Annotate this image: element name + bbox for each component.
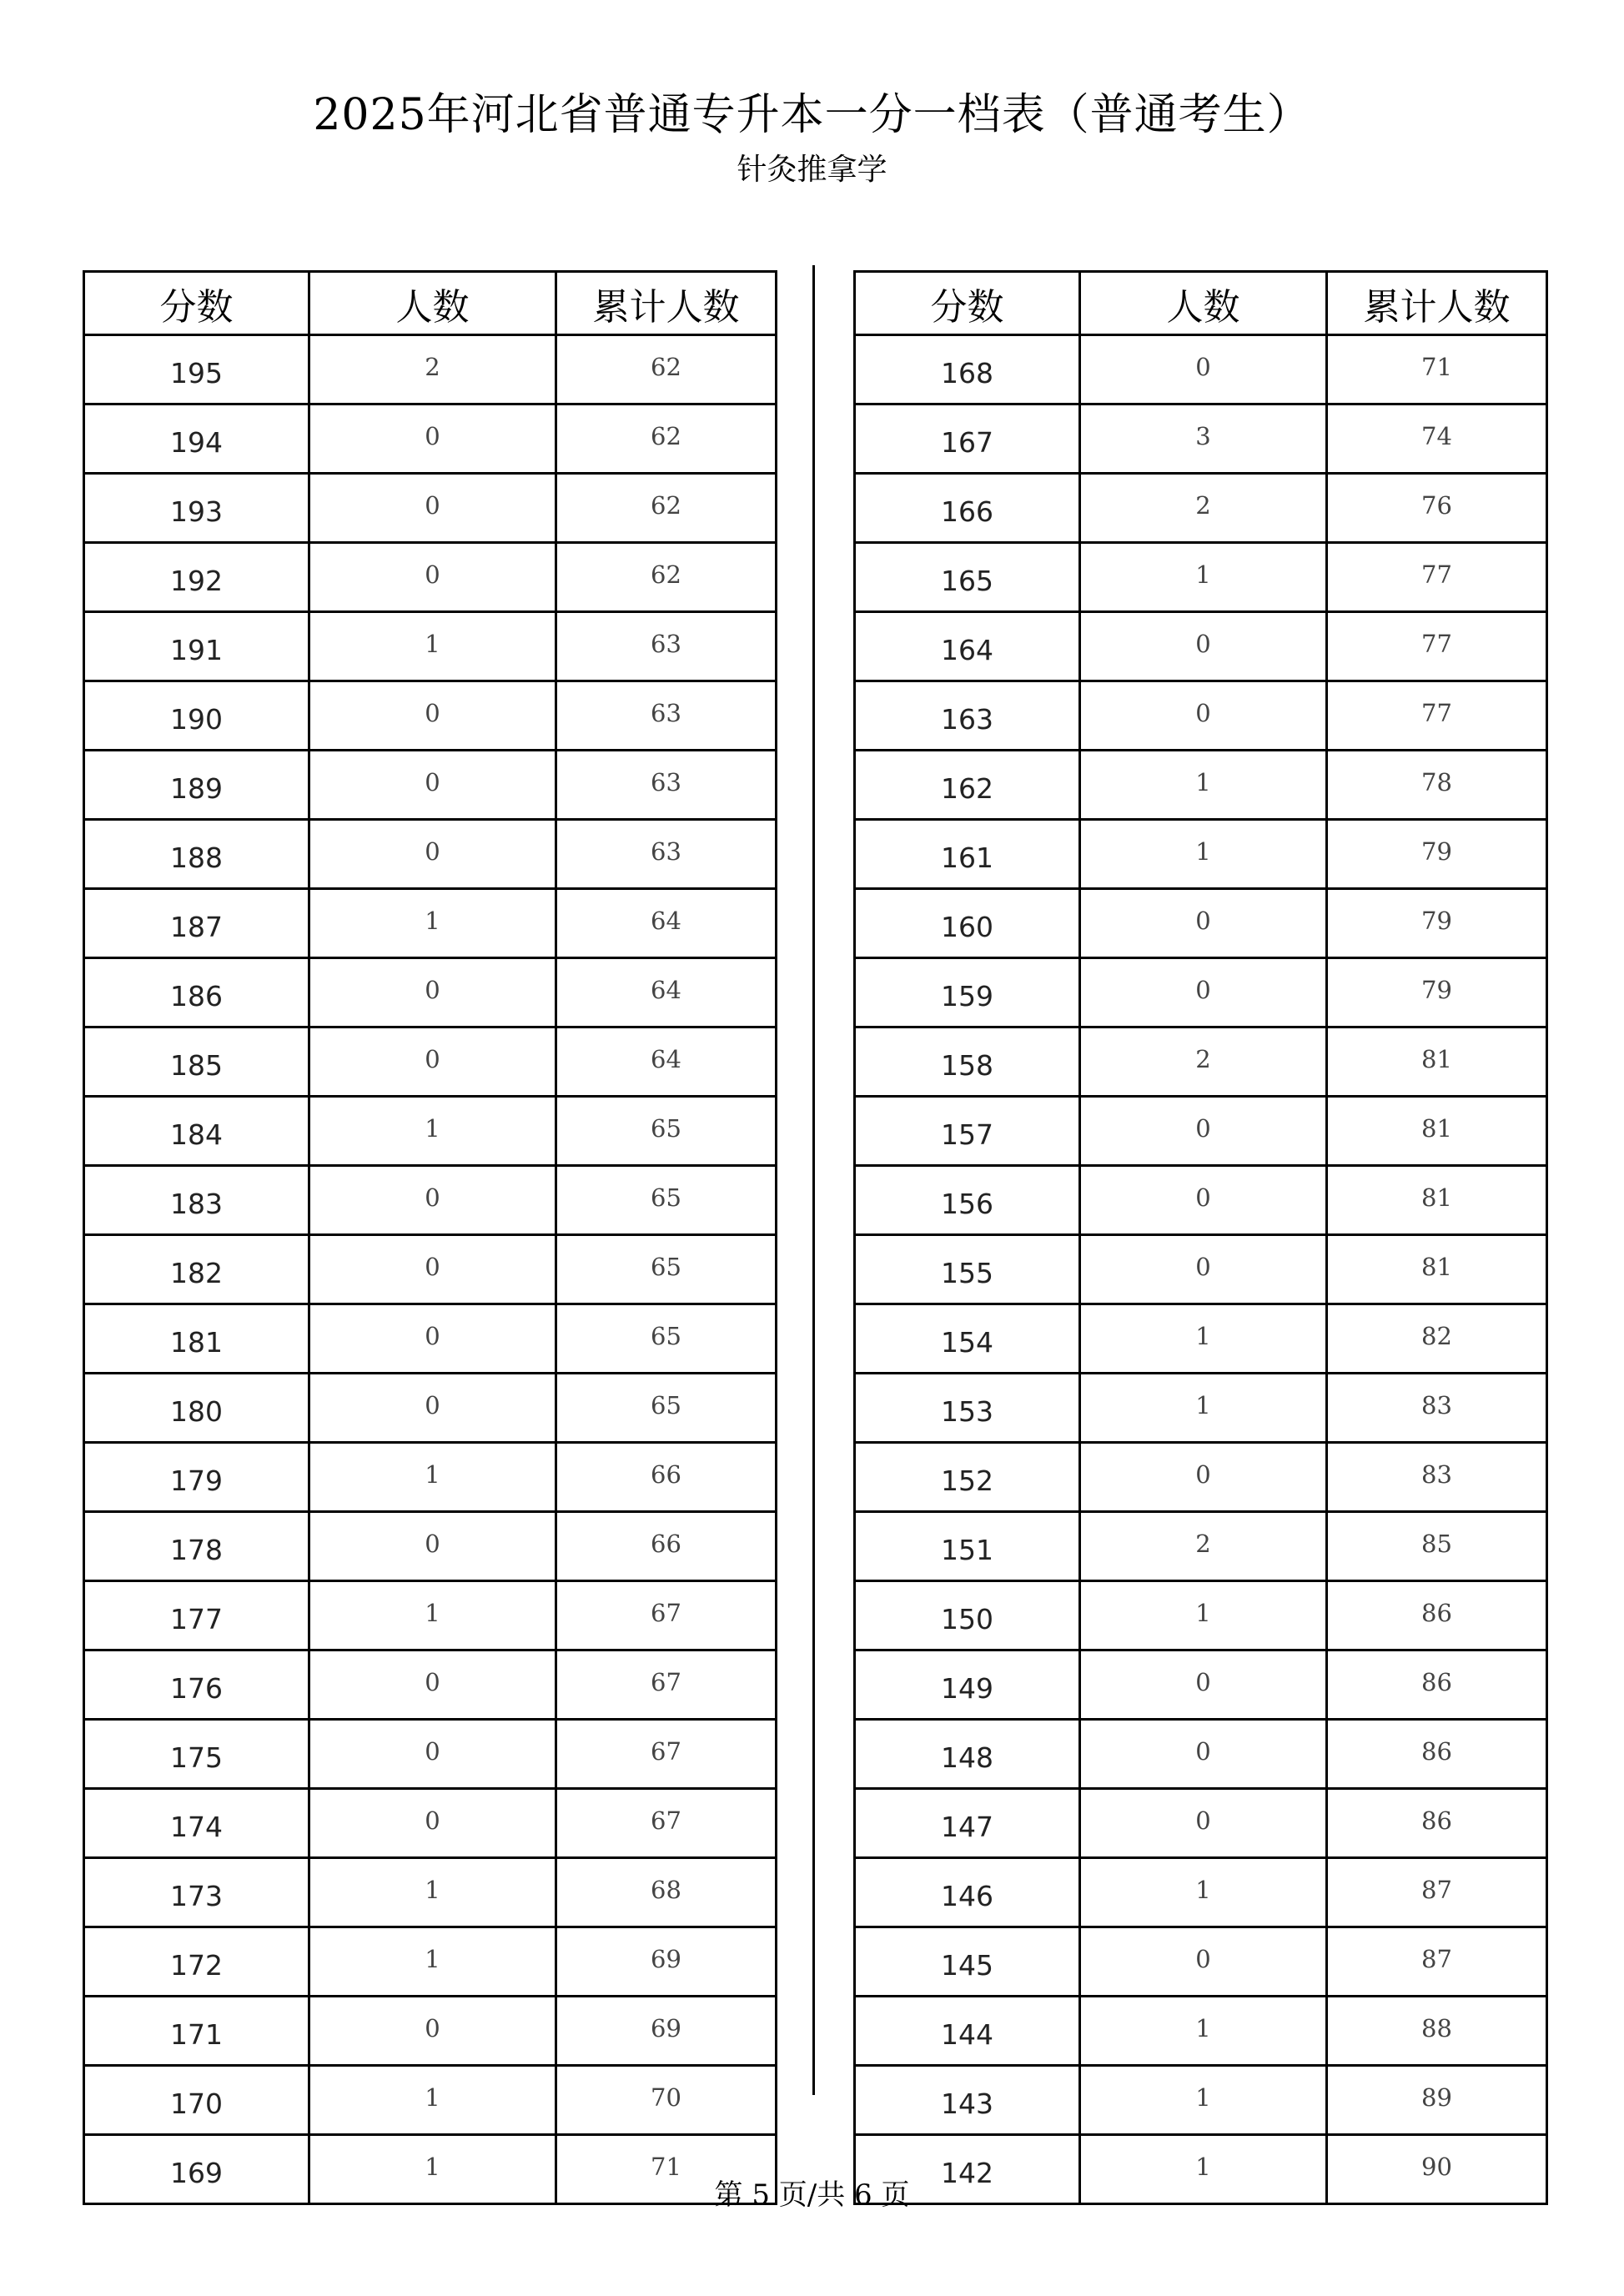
score-cell: 144	[855, 1997, 1080, 2066]
count-cell: 0	[309, 1512, 556, 1581]
score-cell: 151	[855, 1512, 1080, 1581]
count-cell: 0	[1080, 335, 1327, 404]
count-cell: 0	[1080, 1166, 1327, 1235]
table-row	[84, 1097, 777, 1166]
count-cell: 0	[1080, 1650, 1327, 1720]
score-cell: 171	[84, 1997, 309, 2066]
count-cell: 1	[1080, 820, 1327, 889]
cumulative-cell: 67	[556, 1720, 777, 1789]
score-cell: 191	[84, 612, 309, 681]
table-row	[855, 1720, 1547, 1789]
score-cell: 178	[84, 1512, 309, 1581]
score-cell: 158	[855, 1027, 1080, 1097]
cumulative-cell: 88	[1327, 1997, 1547, 2066]
score-cell: 167	[855, 404, 1080, 474]
count-cell: 0	[309, 1374, 556, 1443]
count-cell: 1	[309, 2066, 556, 2135]
table-row	[855, 474, 1547, 543]
table-row	[855, 1235, 1547, 1304]
count-cell: 0	[309, 543, 556, 612]
table-row	[855, 1927, 1547, 1997]
cumulative-cell: 87	[1327, 1927, 1547, 1997]
cumulative-cell: 77	[1327, 681, 1547, 751]
score-cell: 164	[855, 612, 1080, 681]
score-cell: 160	[855, 889, 1080, 958]
score-cell: 146	[855, 1858, 1080, 1927]
cumulative-cell: 68	[556, 1858, 777, 1927]
cumulative-cell: 82	[1327, 1304, 1547, 1374]
count-cell: 0	[309, 1789, 556, 1858]
count-cell: 0	[309, 474, 556, 543]
cumulative-cell: 65	[556, 1166, 777, 1235]
table-body-right	[855, 335, 1547, 2204]
score-cell: 189	[84, 751, 309, 820]
table-row	[855, 958, 1547, 1027]
table-row	[855, 1650, 1547, 1720]
cumulative-cell: 79	[1327, 958, 1547, 1027]
count-cell: 1	[1080, 1997, 1327, 2066]
count-cell: 1	[1080, 2066, 1327, 2135]
column-header-score: 分数	[855, 272, 1080, 335]
count-cell: 1	[309, 1097, 556, 1166]
count-cell: 0	[1080, 1789, 1327, 1858]
cumulative-cell: 62	[556, 474, 777, 543]
count-cell: 3	[1080, 404, 1327, 474]
count-cell: 1	[309, 889, 556, 958]
cumulative-cell: 86	[1327, 1650, 1547, 1720]
table-row	[855, 1166, 1547, 1235]
cumulative-cell: 79	[1327, 889, 1547, 958]
count-cell: 2	[1080, 1027, 1327, 1097]
table-row	[84, 1650, 777, 1720]
table-row	[855, 1443, 1547, 1512]
table-row	[84, 751, 777, 820]
cumulative-cell: 76	[1327, 474, 1547, 543]
cumulative-cell: 63	[556, 820, 777, 889]
table-row	[84, 1512, 777, 1581]
count-cell: 0	[1080, 681, 1327, 751]
score-cell: 150	[855, 1581, 1080, 1650]
cumulative-cell: 62	[556, 335, 777, 404]
cumulative-cell: 64	[556, 889, 777, 958]
table-row	[855, 1027, 1547, 1097]
score-table-left	[83, 270, 777, 2205]
count-cell: 1	[1080, 1858, 1327, 1927]
cumulative-cell: 64	[556, 1027, 777, 1097]
count-cell: 0	[309, 1720, 556, 1789]
table-row	[84, 1304, 777, 1374]
cumulative-cell: 66	[556, 1512, 777, 1581]
count-cell: 1	[1080, 1374, 1327, 1443]
cumulative-cell: 81	[1327, 1027, 1547, 1097]
table-row	[855, 1374, 1547, 1443]
score-cell: 153	[855, 1374, 1080, 1443]
table-row	[84, 543, 777, 612]
table-row	[855, 612, 1547, 681]
table-row	[855, 543, 1547, 612]
cumulative-cell: 70	[556, 2066, 777, 2135]
table-row	[84, 1235, 777, 1304]
table-row	[855, 681, 1547, 751]
cumulative-cell: 86	[1327, 1789, 1547, 1858]
table-row	[84, 1166, 777, 1235]
score-cell: 168	[855, 335, 1080, 404]
score-cell: 194	[84, 404, 309, 474]
score-cell: 173	[84, 1858, 309, 1927]
score-cell: 190	[84, 681, 309, 751]
column-header-count: 人数	[1080, 272, 1327, 335]
cumulative-cell: 81	[1327, 1235, 1547, 1304]
table-row	[84, 1997, 777, 2066]
count-cell: 1	[1080, 751, 1327, 820]
cumulative-cell: 65	[556, 1097, 777, 1166]
score-cell: 147	[855, 1789, 1080, 1858]
count-cell: 2	[1080, 1512, 1327, 1581]
count-cell: 0	[309, 1650, 556, 1720]
count-cell: 1	[1080, 2135, 1327, 2204]
count-cell: 1	[309, 1581, 556, 1650]
score-cell: 155	[855, 1235, 1080, 1304]
count-cell: 0	[1080, 1097, 1327, 1166]
score-cell: 157	[855, 1097, 1080, 1166]
table-row	[855, 2066, 1547, 2135]
score-cell: 188	[84, 820, 309, 889]
score-cell: 186	[84, 958, 309, 1027]
table-row	[84, 335, 777, 404]
table-header-row	[84, 272, 777, 335]
table-row	[855, 1997, 1547, 2066]
count-cell: 0	[309, 1166, 556, 1235]
score-cell: 162	[855, 751, 1080, 820]
count-cell: 0	[1080, 1927, 1327, 1997]
cumulative-cell: 65	[556, 1374, 777, 1443]
score-cell: 172	[84, 1927, 309, 1997]
column-header-cumulative: 累计人数	[556, 272, 777, 335]
score-cell: 176	[84, 1650, 309, 1720]
cumulative-cell: 90	[1327, 2135, 1547, 2204]
score-cell: 156	[855, 1166, 1080, 1235]
count-cell: 1	[1080, 1581, 1327, 1650]
count-cell: 0	[1080, 612, 1327, 681]
table-row	[84, 889, 777, 958]
cumulative-cell: 77	[1327, 543, 1547, 612]
column-divider	[812, 265, 815, 2095]
cumulative-cell: 64	[556, 958, 777, 1027]
table-row	[855, 1789, 1547, 1858]
score-cell: 169	[84, 2135, 309, 2204]
count-cell: 1	[309, 1927, 556, 1997]
cumulative-cell: 81	[1327, 1166, 1547, 1235]
count-cell: 1	[309, 2135, 556, 2204]
page-title: 2025年河北省普通专升本一分一档表（普通考生）	[313, 90, 1311, 140]
score-cell: 149	[855, 1650, 1080, 1720]
score-cell: 185	[84, 1027, 309, 1097]
column-header-score: 分数	[84, 272, 309, 335]
score-cell: 143	[855, 2066, 1080, 2135]
count-cell: 0	[1080, 1443, 1327, 1512]
table-row	[84, 404, 777, 474]
count-cell: 0	[1080, 1720, 1327, 1789]
cumulative-cell: 74	[1327, 404, 1547, 474]
score-cell: 161	[855, 820, 1080, 889]
score-cell: 183	[84, 1166, 309, 1235]
count-cell: 0	[1080, 889, 1327, 958]
cumulative-cell: 67	[556, 1789, 777, 1858]
table-row	[84, 1027, 777, 1097]
table-row	[84, 2066, 777, 2135]
count-cell: 0	[309, 681, 556, 751]
table-row	[84, 1789, 777, 1858]
score-cell: 165	[855, 543, 1080, 612]
score-cell: 163	[855, 681, 1080, 751]
table-row	[84, 1927, 777, 1997]
score-cell: 166	[855, 474, 1080, 543]
table-row	[855, 1858, 1547, 1927]
count-cell: 2	[309, 335, 556, 404]
cumulative-cell: 77	[1327, 612, 1547, 681]
score-cell: 177	[84, 1581, 309, 1650]
table-row	[855, 1304, 1547, 1374]
table-row	[855, 889, 1547, 958]
cumulative-cell: 66	[556, 1443, 777, 1512]
cumulative-cell: 71	[556, 2135, 777, 2204]
score-cell: 195	[84, 335, 309, 404]
column-header-cumulative: 累计人数	[1327, 272, 1547, 335]
score-cell: 142	[855, 2135, 1080, 2204]
count-cell: 0	[309, 1027, 556, 1097]
score-cell: 174	[84, 1789, 309, 1858]
count-cell: 1	[309, 1443, 556, 1512]
cumulative-cell: 85	[1327, 1512, 1547, 1581]
count-cell: 0	[1080, 1235, 1327, 1304]
table-row	[855, 820, 1547, 889]
cumulative-cell: 87	[1327, 1858, 1547, 1927]
table-header-row	[855, 272, 1547, 335]
score-cell: 184	[84, 1097, 309, 1166]
cumulative-cell: 71	[1327, 335, 1547, 404]
table-row	[855, 335, 1547, 404]
table-row	[855, 404, 1547, 474]
cumulative-cell: 81	[1327, 1097, 1547, 1166]
cumulative-cell: 62	[556, 543, 777, 612]
cumulative-cell: 62	[556, 404, 777, 474]
cumulative-cell: 86	[1327, 1581, 1547, 1650]
count-cell: 0	[309, 1997, 556, 2066]
table-row	[855, 751, 1547, 820]
cumulative-cell: 63	[556, 681, 777, 751]
cumulative-cell: 86	[1327, 1720, 1547, 1789]
table-row	[84, 1374, 777, 1443]
cumulative-cell: 65	[556, 1235, 777, 1304]
score-cell: 187	[84, 889, 309, 958]
column-header-count: 人数	[309, 272, 556, 335]
score-cell: 175	[84, 1720, 309, 1789]
score-cell: 159	[855, 958, 1080, 1027]
score-cell: 180	[84, 1374, 309, 1443]
count-cell: 1	[309, 612, 556, 681]
cumulative-cell: 63	[556, 751, 777, 820]
table-row	[84, 820, 777, 889]
score-cell: 182	[84, 1235, 309, 1304]
count-cell: 1	[1080, 543, 1327, 612]
cumulative-cell: 78	[1327, 751, 1547, 820]
score-cell: 152	[855, 1443, 1080, 1512]
score-table-right	[853, 270, 1548, 2205]
count-cell: 0	[309, 404, 556, 474]
cumulative-cell: 65	[556, 1304, 777, 1374]
count-cell: 1	[1080, 1304, 1327, 1374]
count-cell: 0	[309, 958, 556, 1027]
score-cell: 179	[84, 1443, 309, 1512]
page-subtitle: 针灸推拿学	[737, 153, 887, 187]
count-cell: 0	[309, 820, 556, 889]
score-cell: 170	[84, 2066, 309, 2135]
cumulative-cell: 69	[556, 1997, 777, 2066]
table-row	[855, 1581, 1547, 1650]
score-cell: 145	[855, 1927, 1080, 1997]
score-cell: 154	[855, 1304, 1080, 1374]
table-row	[84, 1581, 777, 1650]
table-row	[84, 1720, 777, 1789]
table-row	[84, 474, 777, 543]
table-row	[855, 1512, 1547, 1581]
table-row	[84, 612, 777, 681]
score-cell: 181	[84, 1304, 309, 1374]
table-row	[84, 958, 777, 1027]
table-row	[855, 1097, 1547, 1166]
count-cell: 0	[1080, 958, 1327, 1027]
table-body-left	[84, 335, 777, 2204]
cumulative-cell: 83	[1327, 1443, 1547, 1512]
cumulative-cell: 79	[1327, 820, 1547, 889]
table-row	[84, 1858, 777, 1927]
score-cell: 192	[84, 543, 309, 612]
cumulative-cell: 69	[556, 1927, 777, 1997]
table-row	[84, 1443, 777, 1512]
cumulative-cell: 83	[1327, 1374, 1547, 1443]
count-cell: 0	[309, 1235, 556, 1304]
score-cell: 148	[855, 1720, 1080, 1789]
cumulative-cell: 67	[556, 1581, 777, 1650]
score-cell: 193	[84, 474, 309, 543]
cumulative-cell: 63	[556, 612, 777, 681]
cumulative-cell: 67	[556, 1650, 777, 1720]
count-cell: 2	[1080, 474, 1327, 543]
cumulative-cell: 89	[1327, 2066, 1547, 2135]
count-cell: 1	[309, 1858, 556, 1927]
count-cell: 0	[309, 1304, 556, 1374]
count-cell: 0	[309, 751, 556, 820]
table-row	[84, 681, 777, 751]
page-number: 第 5 页/共 6 页	[714, 2178, 910, 2212]
